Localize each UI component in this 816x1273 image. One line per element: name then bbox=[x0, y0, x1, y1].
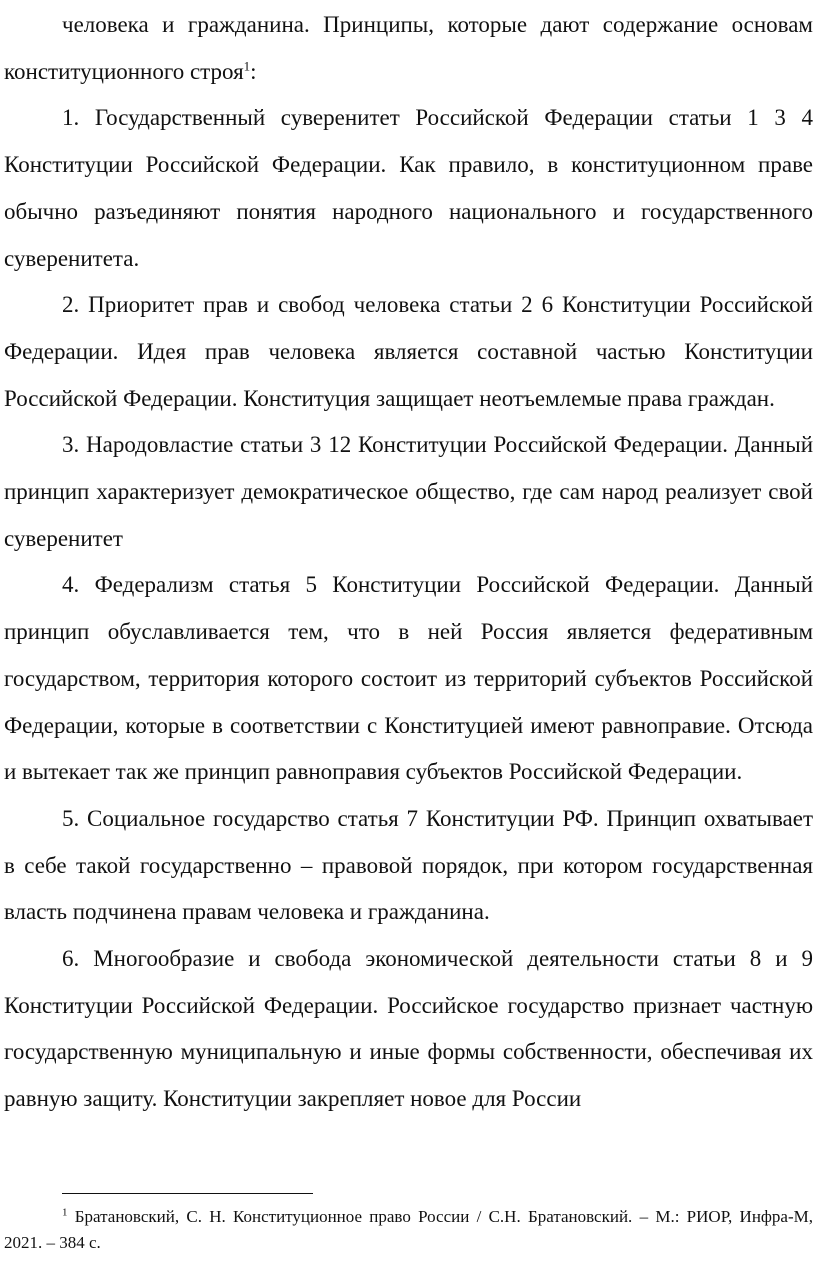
body-text bbox=[4, 2, 813, 1123]
principle-paragraph-3: 3. Народовластие статьи 3 12 Конституции Российской Федерации. Данный принцип характеризует демократическое общество, где сам народ реализует свой суверенитет bbox=[4, 432, 813, 551]
principle-paragraph-2: 2. Приоритет прав и свобод человека статьи 2 6 Конституции Российской Федерации. Идея прав человека является составной частью Конституции Российской Федерации. Конституция защищает неотъемлемые права граждан. bbox=[4, 292, 813, 411]
footnote-text: Братановский, С. Н. Конституционное право России / С.Н. Братановский. – М.: РИОР, Инфра-М, 2021. – 384 с. bbox=[4, 1207, 813, 1252]
footnote-divider bbox=[62, 1193, 313, 1194]
footnote-marker: 1 bbox=[62, 1206, 68, 1219]
opening-paragraph bbox=[4, 2, 813, 95]
principle-paragraph-1: 1. Государственный суверенитет Российской Федерации статьи 1 3 4 Конституции Российской Федерации. Как правило, в конституционном праве обычно разъединяют понятия народного национального и государственного суверенитета. bbox=[4, 105, 813, 271]
principle-paragraph-5: 5. Социальное государство статья 7 Конституции РФ. Принцип охватывает в себе такой государственно – правовой порядок, при котором государственная власть подчинена правам человека и гражданина. bbox=[4, 805, 813, 925]
opening-paragraph-text: человека и гражданина. Принципы, которые дают содержание основам конституционного строя bbox=[4, 12, 813, 84]
footnote bbox=[4, 1204, 813, 1256]
principle-paragraph-4: 4. Федерализм статья 5 Конституции Российской Федерации. Данный принцип обуславливается тем, что в ней Россия является федеративным государством, территория которого состоит из территорий субъектов Российской Федерации, которые в соответствии с Конституцией имеют равноправие. Отсюда и вытекает так же принцип равноправия субъектов Российской Федерации. bbox=[4, 572, 813, 785]
opening-paragraph-tail: : bbox=[250, 58, 257, 84]
principle-paragraph-6: 6. Многообразие и свобода экономической деятельности статьи 8 и 9 Конституции Российской Федерации. Российское государство признает частную государственную муниципальную и иные формы собственности, обеспечивая их равную защиту. Конституции закрепляет новое для России bbox=[4, 946, 813, 1112]
footnote-reference[interactable]: 1 bbox=[243, 58, 251, 74]
